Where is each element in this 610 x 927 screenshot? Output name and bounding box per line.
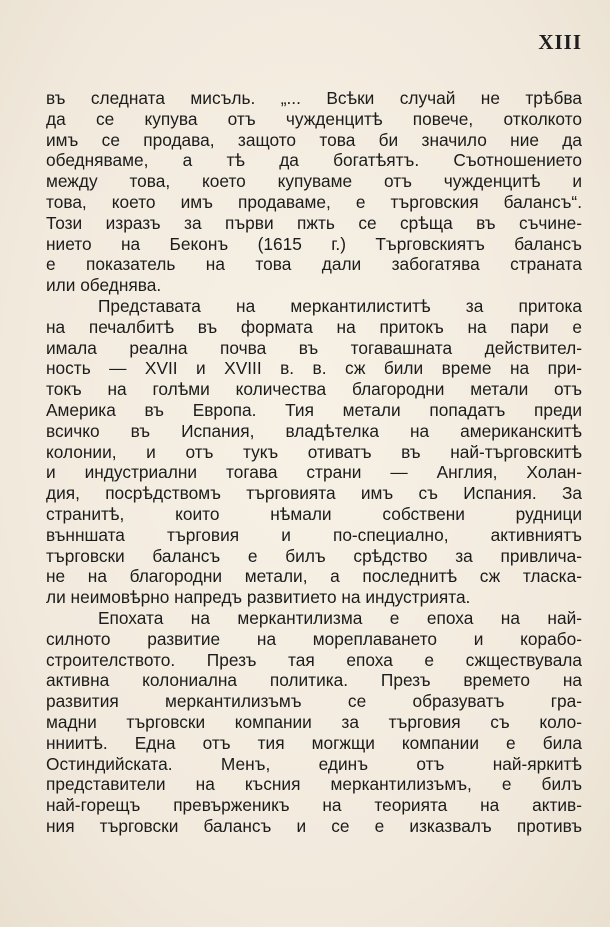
text-line: между това, което купуваме отъ чужденцитѣ и bbox=[46, 171, 582, 192]
text-line: представители на късния меркантилизъмъ, е билъ bbox=[46, 774, 582, 795]
text-line: ли неимовѣрно напредъ развитието на индустрията. bbox=[46, 587, 471, 608]
text-line: Епохата на меркантилизма е епоха на най- bbox=[98, 607, 582, 628]
paragraph bbox=[46, 88, 582, 296]
paragraph bbox=[46, 296, 582, 608]
paragraph bbox=[46, 608, 582, 837]
text-line: вънншата търговия и по-специално, активниятъ bbox=[46, 524, 582, 545]
text-line: нието на Беконъ (1615 г.) Търговскиятъ балансъ bbox=[46, 233, 582, 254]
text-line: токъ на голѣми количества благородни метали отъ bbox=[46, 379, 582, 400]
text-line: ность — XVII и XVIII в. в. сж били време на при- bbox=[46, 358, 582, 379]
text-line: ния търговски балансъ и се е изказвалъ противъ bbox=[46, 815, 582, 836]
text-line: и индустриални тогава страни — Англия, Холан- bbox=[46, 462, 582, 483]
body-text bbox=[46, 88, 582, 837]
text-line: или обеднява. bbox=[46, 275, 162, 296]
text-line: строителството. Презъ тая епоха е сжществувала bbox=[46, 649, 582, 670]
text-line: търговски балансъ е билъ срѣдство за привлича- bbox=[46, 545, 582, 566]
text-line: Този изразъ за първи пжть се срѣща въ съчине- bbox=[46, 212, 582, 233]
text-line: не на благородни метали, а последнитѣ сж тласка- bbox=[46, 566, 582, 587]
text-line: на печалбитѣ въ формата на притокъ на пари е bbox=[46, 316, 582, 337]
text-line: да се купува отъ чужденцитѣ повече, отколкото bbox=[46, 108, 582, 129]
text-line: имала реална почва въ тогавашната действител- bbox=[46, 337, 582, 358]
text-line: развития меркантилизъмъ се образуватъ гра- bbox=[46, 691, 582, 712]
text-line: е показатель на това дали забогатява страната bbox=[46, 254, 582, 275]
text-line: активна колониална политика. Презъ времето на bbox=[46, 670, 582, 691]
text-line: това, което имъ продаваме, е търговския балансъ“. bbox=[46, 191, 582, 212]
text-line: имъ се продава, защото това би значило ние да bbox=[46, 129, 582, 150]
text-line: силното развитие на мореплаването и корабо- bbox=[46, 628, 582, 649]
page-number: XIII bbox=[538, 30, 582, 54]
text-line: Остиндийската. Менъ, единъ отъ най-яркитѣ bbox=[46, 753, 582, 774]
text-line: най-горещъ превърженикъ на теорията на актив- bbox=[46, 795, 582, 816]
text-line: Представата на меркантилиститѣ за притока bbox=[98, 295, 582, 316]
text-line: въ следната мисъль. „... Всѣки случай не трѣбва bbox=[46, 88, 582, 108]
text-line: Америка въ Европа. Тия метали попадатъ преди bbox=[46, 399, 582, 420]
text-line: колонии, и отъ тукъ отиватъ въ най-търговскитѣ bbox=[46, 441, 582, 462]
text-line: мадни търговски компании за търговия съ коло- bbox=[46, 711, 582, 732]
text-line: дия, посрѣдствомъ търговията имъ съ Испания. За bbox=[46, 483, 582, 504]
text-line: странитѣ, които нѣмали собствени рудници bbox=[46, 503, 582, 524]
text-line: обедняваме, а тѣ да богатѣятъ. Съотношението bbox=[46, 150, 582, 171]
text-line: всичко въ Испания, владѣтелка на американскитѣ bbox=[46, 420, 582, 441]
text-line: нниитѣ. Една отъ тия могжщи компании е била bbox=[46, 732, 582, 753]
